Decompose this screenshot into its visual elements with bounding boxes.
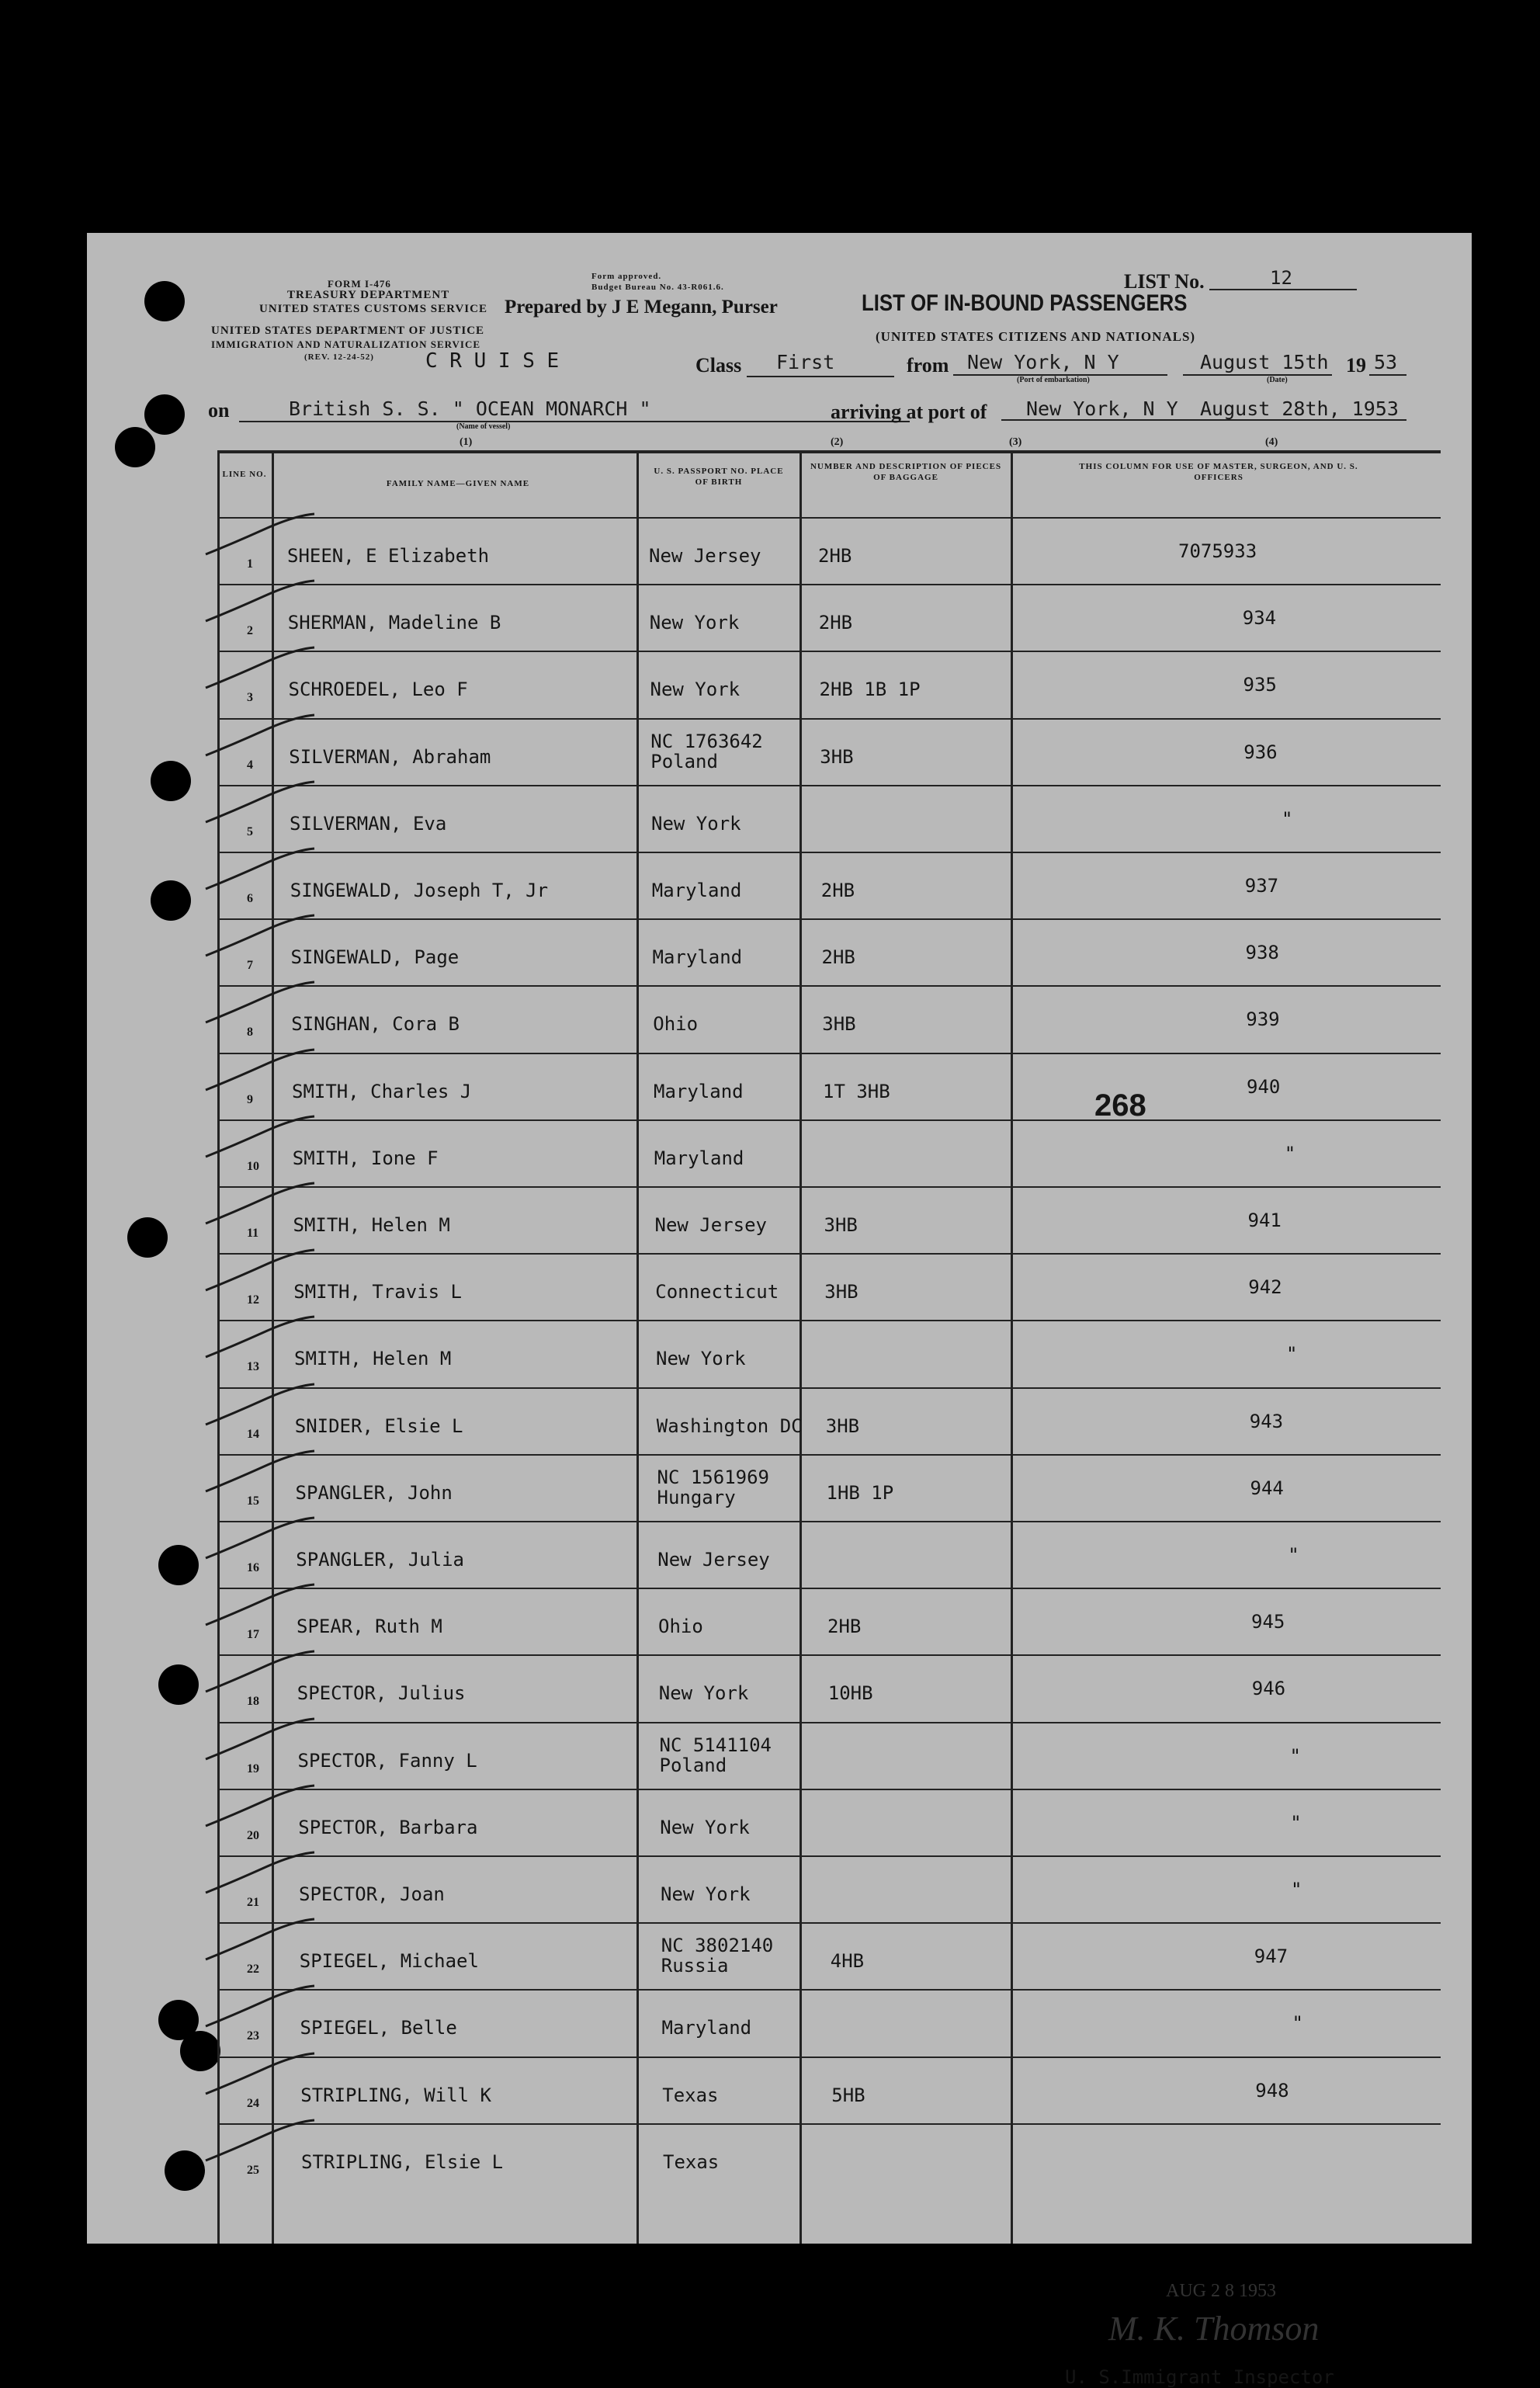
baggage-description: 2HB — [818, 545, 852, 567]
page-number-stamp: 268 — [1094, 1088, 1146, 1123]
header-baggage: NUMBER AND DESCRIPTION OF PIECES OF BAGGAGE — [810, 462, 1002, 482]
line-number: 20 — [247, 1828, 259, 1842]
line-number: 11 — [247, 1227, 259, 1240]
inspector-signature: M. K. Thomson — [1108, 2310, 1320, 2348]
row-divider — [217, 1588, 1441, 1589]
row-divider — [217, 718, 1441, 720]
line-number: 7 — [247, 959, 253, 973]
passenger-name: SPIEGEL, Michael — [299, 1950, 479, 1973]
official-number: 947 — [1254, 1945, 1289, 1968]
line-number: 16 — [247, 1561, 259, 1574]
passenger-name: SCHROEDEL, Leo F — [288, 679, 468, 701]
passenger-name: SMITH, Ione F — [292, 1147, 439, 1169]
punch-hole — [144, 394, 185, 435]
table-row — [217, 852, 1441, 918]
check-mark-icon — [202, 1449, 318, 1496]
place-of-birth: Maryland — [654, 1080, 744, 1102]
from-date-caption: (Date) — [1267, 376, 1288, 384]
check-mark-icon — [202, 1516, 318, 1563]
place-of-birth: New Jersey — [649, 545, 761, 567]
table-row — [217, 1320, 1441, 1387]
passenger-name: SPIEGEL, Belle — [300, 2017, 457, 2039]
budget-bureau: Budget Bureau No. 43-R061.6. — [591, 283, 724, 292]
line-number: 15 — [247, 1494, 259, 1508]
table-row — [217, 1855, 1441, 1922]
table-row — [217, 718, 1441, 785]
header-official: THIS COLUMN FOR USE OF MASTER, SURGEON, AND U. S. OFFICERS — [1079, 462, 1358, 482]
passenger-name: SMITH, Charles J — [292, 1080, 472, 1102]
passport-number: NC 3802140 — [661, 1935, 774, 1957]
table-row — [217, 1722, 1441, 1789]
row-divider — [217, 517, 1441, 519]
passenger-name: SPECTOR, Barbara — [298, 1816, 478, 1838]
check-mark-icon — [202, 1315, 318, 1362]
baggage-description: 1HB 1P — [826, 1481, 894, 1504]
passenger-name: SMITH, Helen M — [294, 1348, 452, 1370]
table-row — [217, 1053, 1441, 1119]
passenger-name: STRIPLING, Will K — [300, 2084, 491, 2106]
table-row — [217, 918, 1441, 985]
line-number: 12 — [247, 1293, 259, 1307]
official-number: 945 — [1251, 1611, 1285, 1633]
row-divider — [217, 1789, 1441, 1790]
year-prefix: 19 — [1346, 354, 1366, 377]
line-number: 5 — [247, 824, 253, 838]
department-of-justice: UNITED STATES DEPARTMENT OF JUSTICE — [211, 325, 485, 337]
row-divider — [217, 1320, 1441, 1321]
official-number: " — [1284, 1142, 1296, 1164]
place-of-birth: Ohio — [653, 1013, 699, 1036]
row-divider — [217, 785, 1441, 786]
official-number: 7075933 — [1178, 540, 1257, 562]
place-of-birth: New York — [660, 1816, 750, 1838]
row-divider — [217, 918, 1441, 920]
passenger-name: SPEAR, Ruth M — [297, 1616, 442, 1638]
vessel-line — [239, 421, 910, 422]
form-approved: Form approved. — [591, 272, 662, 281]
row-divider — [217, 651, 1441, 652]
passenger-name: SPANGLER, John — [295, 1481, 453, 1504]
document-title: LIST OF IN-BOUND PASSENGERS — [862, 290, 1188, 316]
baggage-description: 3HB — [825, 1414, 860, 1437]
place-of-birth: Poland — [650, 750, 718, 772]
baggage-description: 10HB — [827, 1682, 873, 1705]
official-number: 935 — [1243, 674, 1277, 696]
official-number: 937 — [1244, 875, 1279, 897]
header-passport: U. S. PASSPORT NO. PLACE OF BIRTH — [654, 467, 784, 487]
passenger-name: SNIDER, Elsie L — [294, 1414, 463, 1437]
table-row — [217, 1119, 1441, 1186]
check-mark-icon — [202, 713, 318, 760]
place-of-birth: New York — [661, 1883, 751, 1905]
check-mark-icon — [202, 1383, 318, 1429]
list-no-line — [1209, 289, 1357, 290]
check-mark-icon — [202, 2052, 318, 2098]
row-divider — [217, 852, 1441, 853]
check-mark-icon — [202, 847, 318, 894]
line-number: 24 — [247, 2096, 259, 2110]
row-divider — [217, 584, 1441, 585]
check-mark-icon — [202, 780, 318, 827]
official-number: " — [1290, 1811, 1302, 1834]
line-number: 17 — [247, 1628, 259, 1642]
table-row — [217, 1521, 1441, 1588]
year-suffix: 53 — [1374, 351, 1398, 373]
passenger-name: SILVERMAN, Abraham — [289, 745, 491, 768]
line-number: 8 — [247, 1026, 253, 1040]
row-divider — [217, 1989, 1441, 1991]
table-row — [217, 1654, 1441, 1721]
official-number: " — [1286, 1343, 1298, 1366]
passenger-name: SILVERMAN, Eva — [290, 812, 447, 835]
treasury-department: TREASURY DEPARTMENT — [287, 289, 450, 301]
baggage-description: 2HB — [818, 612, 853, 634]
official-number: 943 — [1249, 1410, 1284, 1432]
table-row — [217, 1186, 1441, 1253]
official-number: " — [1292, 2012, 1303, 2035]
official-number: " — [1288, 1544, 1299, 1566]
punch-hole — [115, 427, 155, 467]
passenger-name: SINGEWALD, Joseph T, Jr — [290, 880, 549, 901]
baggage-description: 1T 3HB — [823, 1080, 890, 1102]
passenger-name: SPANGLER, Julia — [296, 1549, 464, 1571]
passport-number: NC 1763642 — [650, 730, 763, 752]
table-row — [217, 1789, 1441, 1855]
punch-hole — [151, 880, 191, 921]
class-label: Class — [695, 354, 742, 377]
arrival-port: New York, N Y — [1026, 397, 1178, 420]
list-number: 12 — [1270, 267, 1292, 289]
place-of-birth: New York — [649, 612, 740, 634]
baggage-description: 3HB — [822, 1013, 856, 1036]
on-label: on — [208, 399, 230, 422]
line-number: 14 — [247, 1427, 259, 1441]
punch-hole — [158, 1664, 199, 1705]
table-row — [217, 985, 1441, 1052]
from-date: August 15th — [1200, 351, 1329, 373]
check-mark-icon — [202, 1984, 318, 2031]
table-row — [217, 1454, 1441, 1521]
official-number: 942 — [1248, 1276, 1282, 1299]
place-of-birth: New York — [651, 812, 741, 835]
class-line — [747, 376, 894, 377]
check-mark-icon — [202, 579, 318, 626]
baggage-description: 5HB — [831, 2084, 865, 2106]
row-divider — [217, 2057, 1441, 2058]
official-number: 946 — [1251, 1678, 1286, 1700]
check-mark-icon — [202, 1048, 318, 1095]
line-number: 3 — [247, 691, 253, 705]
arrival-date: August 28th, 1953 — [1200, 397, 1399, 420]
list-no-label: LIST No. — [1124, 270, 1205, 293]
place-of-birth: Connecticut — [655, 1281, 779, 1303]
place-of-birth: New York — [656, 1348, 746, 1370]
place-of-birth: New York — [650, 679, 741, 701]
line-number: 22 — [247, 1963, 259, 1977]
official-number: 944 — [1250, 1477, 1284, 1499]
place-of-birth: Poland — [659, 1754, 727, 1776]
official-number: 938 — [1245, 942, 1279, 964]
check-mark-icon — [202, 1248, 318, 1295]
baggage-description: 3HB — [820, 745, 854, 768]
table-row — [217, 651, 1441, 717]
table-row — [217, 1253, 1441, 1320]
passenger-name: SHEEN, E Elizabeth — [287, 545, 490, 567]
passenger-name: SPECTOR, Fanny L — [297, 1749, 477, 1772]
arrival-date-line — [1197, 419, 1406, 421]
table-row — [217, 1387, 1441, 1454]
passenger-name: SPECTOR, Joan — [299, 1883, 445, 1905]
check-mark-icon — [202, 1851, 318, 1897]
passport-number: NC 1561969 — [657, 1466, 769, 1488]
place-of-birth: Texas — [663, 2150, 720, 2173]
official-number: 939 — [1246, 1008, 1280, 1031]
baggage-description: 2HB — [827, 1616, 862, 1638]
official-number: 948 — [1255, 2079, 1289, 2102]
check-mark-icon — [202, 1918, 318, 1964]
check-mark-icon — [202, 2119, 318, 2165]
passenger-name: SINGEWALD, Page — [290, 946, 460, 969]
check-mark-icon — [202, 1717, 318, 1764]
line-number: 2 — [247, 624, 253, 638]
place-of-birth: Maryland — [651, 880, 742, 901]
check-mark-icon — [202, 981, 318, 1027]
official-number: 936 — [1243, 741, 1278, 763]
from-date-line — [1183, 374, 1332, 376]
check-mark-icon — [202, 1784, 318, 1831]
passenger-table — [217, 450, 1441, 2388]
year-line — [1369, 374, 1406, 376]
date-stamp: AUG 2 8 1953 — [1166, 2281, 1276, 2301]
header-name: FAMILY NAME—GIVEN NAME — [386, 479, 530, 488]
baggage-description: 2HB — [821, 946, 855, 969]
header-line-no: LINE NO. — [222, 470, 267, 479]
passenger-name: STRIPLING, Elsie L — [301, 2150, 504, 2173]
row-divider — [217, 1186, 1441, 1188]
row-divider — [217, 1922, 1441, 1924]
line-number: 6 — [247, 892, 253, 905]
from-label: from — [907, 354, 949, 377]
class-value: First — [776, 351, 835, 373]
line-number: 4 — [247, 758, 253, 772]
place-of-birth: New Jersey — [657, 1549, 770, 1571]
revision-date: (REV. 12-24-52) — [304, 352, 374, 362]
official-number: 941 — [1247, 1210, 1282, 1231]
punch-hole — [144, 281, 185, 321]
manifest-page — [87, 233, 1472, 2388]
passport-number: NC 5141104 — [659, 1734, 772, 1756]
line-number: 19 — [247, 1761, 259, 1775]
baggage-description: 3HB — [824, 1214, 858, 1236]
row-divider — [217, 1387, 1441, 1389]
from-port: New York, N Y — [967, 351, 1119, 373]
from-port-caption: (Port of embarkation) — [1017, 376, 1090, 384]
place-of-birth: Ohio — [658, 1616, 703, 1638]
line-number: 18 — [247, 1695, 259, 1709]
punch-hole — [165, 2150, 205, 2191]
place-of-birth: Texas — [662, 2084, 719, 2106]
passenger-name: SMITH, Travis L — [293, 1281, 462, 1303]
table-row — [217, 1922, 1441, 1989]
official-number: " — [1291, 1879, 1302, 1900]
table-row — [217, 1588, 1441, 1654]
table-row — [217, 2057, 1441, 2123]
passenger-name: SINGHAN, Cora B — [291, 1013, 460, 1036]
passenger-name: SHERMAN, Madeline B — [287, 612, 501, 634]
form-number: FORM I-476 — [328, 278, 391, 290]
baggage-description: 2HB 1B 1P — [819, 679, 921, 701]
row-divider — [217, 1253, 1441, 1255]
column-marker-2: (2) — [831, 436, 844, 448]
inspector-title: U. S.Immigrant Inspector — [1065, 2366, 1334, 2388]
baggage-description: 2HB — [820, 880, 855, 901]
official-number: 940 — [1247, 1075, 1281, 1098]
punch-hole — [151, 761, 191, 801]
check-mark-icon — [202, 1583, 318, 1630]
vessel-name: British S. S. " OCEAN MONARCH " — [289, 397, 651, 420]
line-number: 9 — [247, 1092, 253, 1106]
column-marker-3: (3) — [1009, 436, 1022, 448]
place-of-birth: New Jersey — [654, 1214, 767, 1236]
place-of-birth: Maryland — [654, 1147, 744, 1169]
punch-hole — [127, 1217, 168, 1258]
table-row — [217, 584, 1441, 651]
line-number: 25 — [247, 2163, 259, 2177]
row-divider — [217, 985, 1441, 987]
document-subtitle: (UNITED STATES CITIZENS AND NATIONALS) — [876, 329, 1196, 344]
table-row — [217, 2123, 1441, 2190]
row-divider — [217, 1654, 1441, 1656]
check-mark-icon — [202, 646, 318, 692]
row-divider — [217, 1521, 1441, 1522]
passenger-name: SPECTOR, Julius — [297, 1682, 466, 1705]
baggage-description: 3HB — [824, 1281, 858, 1303]
cruise-label: C R U I S E — [425, 349, 560, 373]
line-number: 10 — [247, 1159, 259, 1173]
baggage-description: 4HB — [830, 1950, 865, 1973]
line-number: 1 — [247, 557, 253, 571]
prepared-by: Prepared by J E Megann, Purser — [505, 297, 778, 318]
place-of-birth: Russia — [661, 1955, 729, 1977]
line-number: 23 — [247, 2029, 259, 2043]
row-divider — [217, 1454, 1441, 1456]
column-marker-1: (1) — [460, 436, 473, 448]
table-row — [217, 517, 1441, 584]
punch-hole — [158, 1545, 199, 1585]
check-mark-icon — [202, 914, 318, 960]
official-number: 934 — [1242, 607, 1277, 630]
check-mark-icon — [202, 1115, 318, 1161]
row-divider — [217, 1119, 1441, 1121]
column-marker-4: (4) — [1265, 436, 1278, 448]
official-number: " — [1282, 807, 1293, 830]
place-of-birth: Washington DC — [656, 1414, 803, 1437]
row-divider — [217, 1053, 1441, 1054]
place-of-birth: Maryland — [652, 946, 743, 969]
check-mark-icon — [202, 512, 318, 559]
arriving-label: arriving at port of — [831, 401, 987, 423]
vessel-caption: (Name of vessel) — [456, 422, 511, 431]
place-of-birth: New York — [658, 1682, 749, 1705]
line-number: 21 — [247, 1896, 259, 1909]
row-divider — [217, 1855, 1441, 1857]
row-divider — [217, 1722, 1441, 1723]
place-of-birth: Maryland — [661, 2017, 752, 2039]
line-number: 13 — [247, 1360, 259, 1374]
place-of-birth: Hungary — [657, 1486, 736, 1508]
table-row — [217, 785, 1441, 852]
ins-label: IMMIGRATION AND NATURALIZATION SERVICE — [211, 338, 481, 350]
table-row — [217, 1989, 1441, 2056]
check-mark-icon — [202, 1182, 318, 1228]
passenger-name: SMITH, Helen M — [293, 1214, 450, 1236]
check-mark-icon — [202, 1650, 318, 1696]
official-number: " — [1289, 1744, 1301, 1767]
row-divider — [217, 2123, 1441, 2125]
customs-service: UNITED STATES CUSTOMS SERVICE — [259, 303, 487, 315]
table-top-border — [217, 450, 1441, 453]
